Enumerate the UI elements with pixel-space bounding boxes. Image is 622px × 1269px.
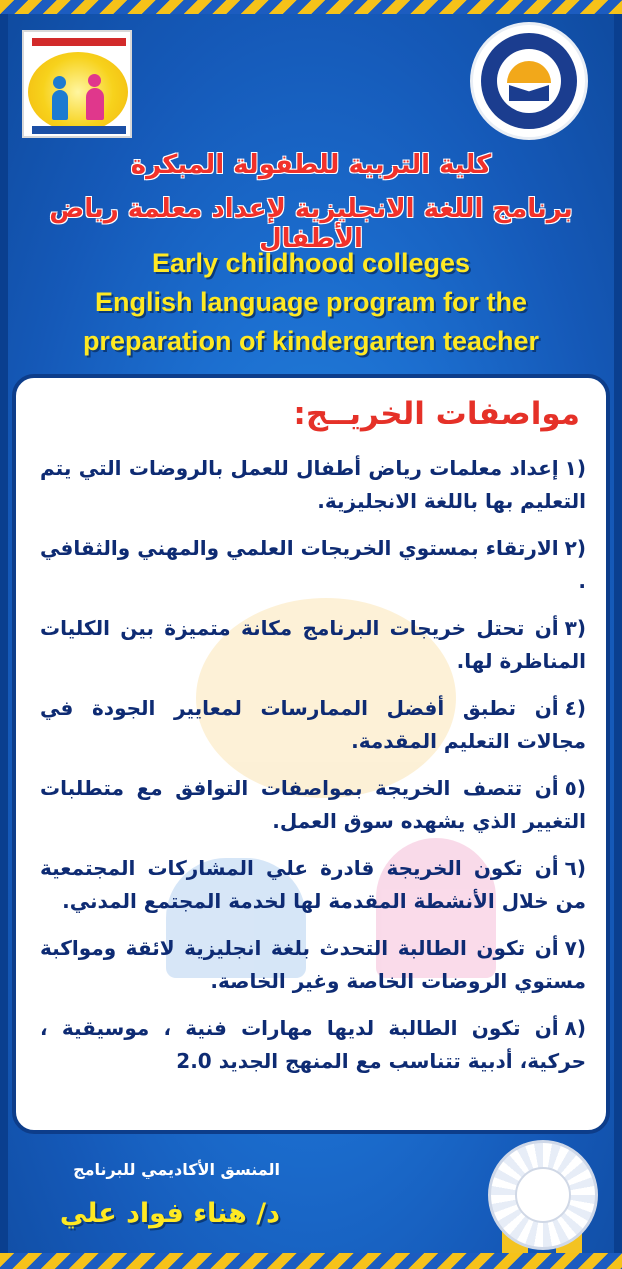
item-text: أن تكون الخريجة قادرة علي المشاركات المجتمعية من خلال الأنشطة المقدمة لها لخدمة المجتمع المدني. xyxy=(40,856,586,913)
item-text: أن تحتل خريجات البرنامج مكانة متميزة بين الكليات المناظرة لها. xyxy=(40,616,586,673)
logo-sun-shape xyxy=(28,52,128,132)
logo-bottom-band xyxy=(32,126,126,134)
specs-list xyxy=(40,452,586,1092)
logo-boy-figure xyxy=(52,90,68,120)
item-text: أن تكون الطالبة لديها مهارات فنية ، موسيقية ، حركية، أدبية تتناسب مع المنهج الجديد 2.0 xyxy=(40,1016,586,1073)
coordinator-label: المنسق الأكاديمي للبرنامج xyxy=(73,1160,280,1179)
card-heading: مواصفات الخريــج: xyxy=(293,396,580,432)
bottom-stripe xyxy=(0,1253,622,1269)
program-title-en-line2: preparation of kindergarten teacher xyxy=(82,326,540,356)
item-text: أن تتصف الخريجة بمواصفات التوافق مع متطلبات التغيير الذي يشهده سوق العمل. xyxy=(40,776,586,833)
item-number: (٨ xyxy=(564,1016,586,1040)
item-text: الارتقاء بمستوي الخريجات العلمي والمهني والثقافي . xyxy=(40,536,586,593)
logo-girl-head xyxy=(88,74,101,87)
logo-boy-head xyxy=(53,76,66,89)
list-item xyxy=(40,772,586,838)
item-text: إعداد معلمات رياض أطفال للعمل بالروضات التي يتم التعليم بها باللغة الانجليزية. xyxy=(40,456,586,513)
list-item xyxy=(40,852,586,918)
item-text: أن تكون الطالبة التحدث بلغة انجليزية لائقة ومواكبة مستوي الروضات الخاصة وغير الخاصة. xyxy=(40,936,586,993)
award-rosette-icon xyxy=(488,1140,598,1250)
list-item xyxy=(40,1012,586,1078)
list-item xyxy=(40,692,586,758)
item-number: (٢ xyxy=(564,536,586,560)
list-item xyxy=(40,532,586,598)
college-title-en: Early childhood colleges xyxy=(151,248,471,278)
item-text: أن تطبق أفضل الممارسات لمعايير الجودة في مجالات التعليم المقدمة. xyxy=(40,696,586,753)
list-item xyxy=(40,452,586,518)
program-title-en-line1: English language program for the xyxy=(94,287,528,317)
college-title-ar: كلية التربية للطفولة المبكرة xyxy=(130,150,492,180)
program-title-ar: برنامج اللغة الانجليزية لإعداد معلمة رياض الأطفال xyxy=(49,194,573,254)
right-border xyxy=(614,0,622,1269)
kindergarten-college-logo xyxy=(22,30,132,138)
left-border xyxy=(0,0,8,1269)
item-number: (٧ xyxy=(564,936,586,960)
item-number: (٦ xyxy=(564,856,586,880)
rosette-center xyxy=(515,1167,571,1223)
item-number: (١ xyxy=(564,456,586,480)
item-number: (٣ xyxy=(564,616,586,640)
logo-top-band xyxy=(32,38,126,46)
top-stripe xyxy=(0,0,622,14)
list-item xyxy=(40,612,586,678)
list-item xyxy=(40,932,586,998)
item-number: (٥ xyxy=(564,776,586,800)
logo-girl-figure xyxy=(86,88,104,120)
beni-suef-university-logo xyxy=(470,22,588,140)
coordinator-name: د/ هناء فواد علي xyxy=(59,1198,280,1229)
item-number: (٤ xyxy=(564,696,586,720)
graduate-specs-card xyxy=(12,374,610,1134)
